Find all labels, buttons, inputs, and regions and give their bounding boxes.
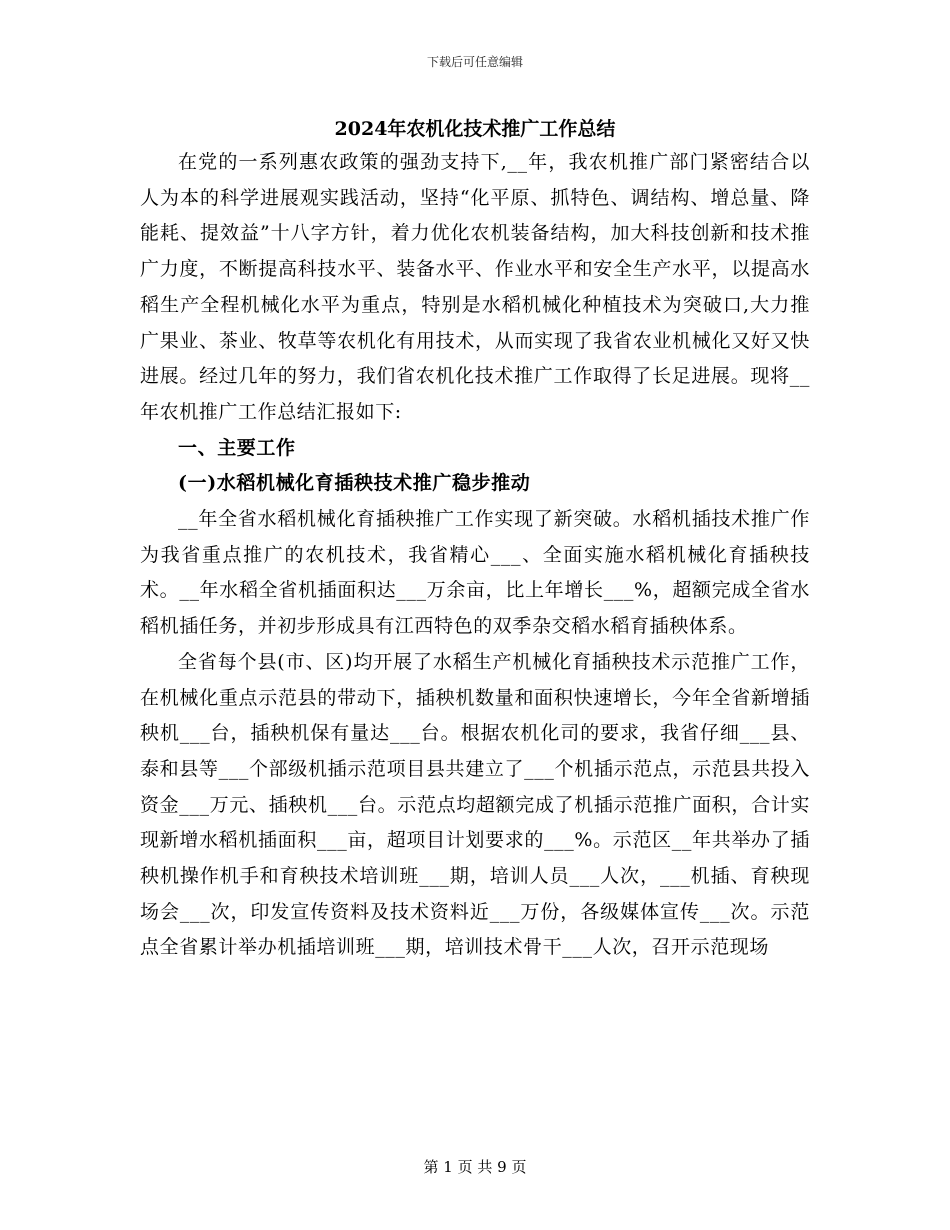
document-title: 2024年农机化技术推广工作总结: [334, 118, 616, 140]
document-body: [140, 145, 810, 966]
body-paragraph: 全省每个县(市、区)均开展了水稻生产机械化育插秧技术示范推广工作，在机械化重点示范县的带动下，插秧机数量和面积快速增长，今年全省新增插秧机___台，插秧机保有量达___台。根据农机化司的要求，我省仔细___县、泰和县等___个部级机插示范项目县共建立了___个机插示范点，示范县共投入资金___万元、插秧机___台。示范点均超额完成了机插示范推广面积，合计实现新增水稻机插面积___亩，超项目计划要求的___%。示范区__年共举办了插秧机操作机手和育秧技术培训班___期，培训人员___人次，___机插、育秧现场会___次，印发宣传资料及技术资料近___万份，各级媒体宣传___次。示范点全省累计举办机插培训班___期，培训技术骨干___人次，召开示范现场: [140, 650, 810, 959]
page-header: 下载后可任意编辑: [426, 55, 523, 69]
subsection-heading: (一)水稻机械化育插秧技术推广稳步推动: [178, 472, 531, 495]
intro-paragraph: 在党的一系列惠农政策的强劲支持下,__年，我农机推广部门紧密结合以人为本的科学进展观实践活动，坚持“化平原、抓特色、调结构、增总量、降能耗、提效益”十八字方针，着力优化农机装备结构，加大科技创新和技术推广力度，不断提高科技水平、装备水平、作业水平和安全生产水平，以提高水稻生产全程机械化水平为重点，特别是水稻机械化种植技术为突破口,大力推广果业、茶业、牧草等农机化有用技术，从而实现了我省农业机械化又好又快进展。经过几年的努力，我们省农机化技术推广工作取得了长足进展。现将__年农机推广工作总结汇报如下:: [140, 151, 810, 423]
section-heading: 一、主要工作: [178, 436, 296, 459]
page-number: 第 1 页 共 9 页: [423, 1158, 527, 1176]
body-paragraph: __年全省水稻机械化育插秧推广工作实现了新突破。水稻机插技术推广作为我省重点推广的农机技术，我省精心___、全面实施水稻机械化育插秧技术。__年水稻全省机插面积达___万余亩，比上年增长___%，超额完成全省水稻机插任务，并初步形成具有江西特色的双季杂交稻水稻育插秧体系。: [140, 508, 810, 638]
